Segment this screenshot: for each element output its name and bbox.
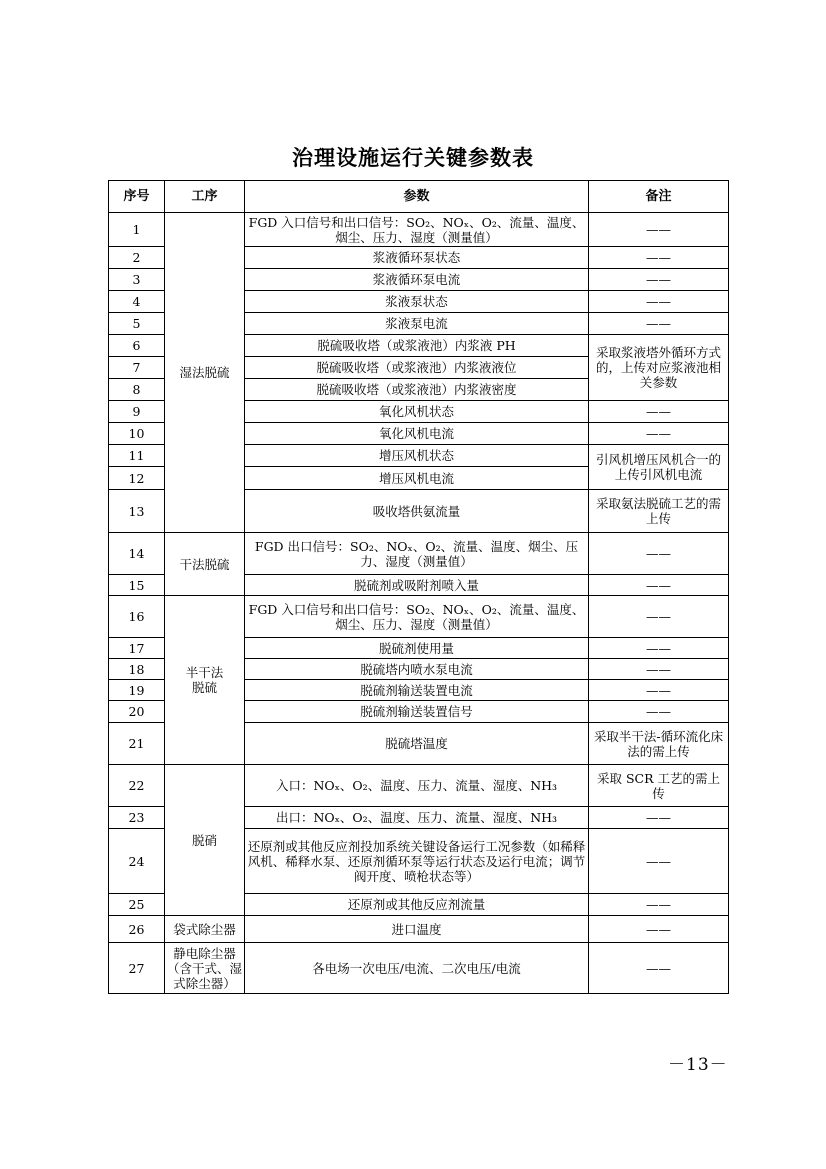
process-cell: 脱硝 <box>165 765 245 916</box>
parameter-cell: 氧化风机状态 <box>245 401 589 423</box>
row-index: 3 <box>109 269 165 291</box>
table-row <box>109 596 729 638</box>
row-index: 25 <box>109 894 165 916</box>
remark-cell: —— <box>589 659 729 680</box>
process-cell: 湿法脱硫 <box>165 213 245 533</box>
remark-cell: —— <box>589 213 729 247</box>
process-cell: 静电除尘器（含干式、湿式除尘器） <box>165 943 245 994</box>
header-parameter: 参数 <box>245 181 589 213</box>
header-index: 序号 <box>109 181 165 213</box>
parameters-table <box>108 180 729 994</box>
remark-cell: —— <box>589 533 729 575</box>
parameter-cell: FGD 入口信号和出口信号：SO₂、NOₓ、O₂、流量、温度、烟尘、压力、湿度（测量值） <box>245 596 589 638</box>
row-index: 16 <box>109 596 165 638</box>
remark-cell: 引风机增压风机合一的上传引风机电流 <box>589 445 729 490</box>
parameter-cell: 脱硫吸收塔（或浆液池）内浆液液位 <box>245 357 589 379</box>
row-index: 8 <box>109 379 165 401</box>
remark-cell: 采取浆液塔外循环方式的，上传对应浆液池相关参数 <box>589 335 729 401</box>
row-index: 21 <box>109 723 165 765</box>
remark-cell: —— <box>589 916 729 943</box>
remark-cell: —— <box>589 313 729 335</box>
row-index: 24 <box>109 829 165 894</box>
parameter-cell: 脱硫剂使用量 <box>245 638 589 659</box>
page-title: 治理设施运行关键参数表 <box>292 146 534 170</box>
row-index: 14 <box>109 533 165 575</box>
table-row <box>109 943 729 994</box>
table-row <box>109 533 729 575</box>
table-row <box>109 213 729 247</box>
page-number: －13－ <box>668 1055 728 1075</box>
remark-cell: 采取氨法脱硫工艺的需上传 <box>589 490 729 533</box>
parameter-cell: 脱硫剂输送装置电流 <box>245 680 589 701</box>
table-header-row <box>109 181 729 213</box>
table-row <box>109 916 729 943</box>
row-index: 1 <box>109 213 165 247</box>
row-index: 5 <box>109 313 165 335</box>
remark-cell: —— <box>589 291 729 313</box>
table-row <box>109 765 729 807</box>
row-index: 12 <box>109 467 165 490</box>
remark-cell: —— <box>589 680 729 701</box>
parameter-cell: 增压风机状态 <box>245 445 589 467</box>
remark-cell: —— <box>589 423 729 445</box>
row-index: 9 <box>109 401 165 423</box>
process-cell: 干法脱硫 <box>165 533 245 596</box>
row-index: 10 <box>109 423 165 445</box>
remark-cell: 采取 SCR 工艺的需上传 <box>589 765 729 807</box>
parameter-cell: 进口温度 <box>245 916 589 943</box>
parameter-cell: 出口：NOₓ、O₂、温度、压力、流量、湿度、NH₃ <box>245 807 589 829</box>
row-index: 2 <box>109 247 165 269</box>
row-index: 6 <box>109 335 165 357</box>
header-process: 工序 <box>165 181 245 213</box>
remark-cell: —— <box>589 894 729 916</box>
remark-cell: —— <box>589 638 729 659</box>
row-index: 22 <box>109 765 165 807</box>
remark-cell: —— <box>589 596 729 638</box>
parameter-cell: 脱硫吸收塔（或浆液池）内浆液 PH <box>245 335 589 357</box>
parameter-cell: 增压风机电流 <box>245 467 589 490</box>
parameter-cell: 浆液循环泵状态 <box>245 247 589 269</box>
header-remark: 备注 <box>589 181 729 213</box>
remark-cell: —— <box>589 701 729 723</box>
parameter-cell: FGD 入口信号和出口信号：SO₂、NOₓ、O₂、流量、温度、烟尘、压力、湿度（测量值） <box>245 213 589 247</box>
process-cell: 半干法 脱硫 <box>165 596 245 765</box>
remark-cell: —— <box>589 575 729 596</box>
parameter-cell: 脱硫剂或吸附剂喷入量 <box>245 575 589 596</box>
parameter-cell: FGD 出口信号：SO₂、NOₓ、O₂、流量、温度、烟尘、压力、湿度（测量值） <box>245 533 589 575</box>
parameter-cell: 浆液循环泵电流 <box>245 269 589 291</box>
row-index: 20 <box>109 701 165 723</box>
row-index: 18 <box>109 659 165 680</box>
remark-cell: —— <box>589 401 729 423</box>
parameter-cell: 氧化风机电流 <box>245 423 589 445</box>
row-index: 19 <box>109 680 165 701</box>
parameter-cell: 入口：NOₓ、O₂、温度、压力、流量、湿度、NH₃ <box>245 765 589 807</box>
process-cell: 袋式除尘器 <box>165 916 245 943</box>
row-index: 11 <box>109 445 165 467</box>
row-index: 23 <box>109 807 165 829</box>
parameter-cell: 还原剂或其他反应剂流量 <box>245 894 589 916</box>
remark-cell: —— <box>589 269 729 291</box>
row-index: 4 <box>109 291 165 313</box>
parameter-cell: 浆液泵状态 <box>245 291 589 313</box>
row-index: 7 <box>109 357 165 379</box>
parameter-cell: 浆液泵电流 <box>245 313 589 335</box>
row-index: 17 <box>109 638 165 659</box>
parameter-cell: 脱硫塔内喷水泵电流 <box>245 659 589 680</box>
remark-cell: —— <box>589 829 729 894</box>
remark-cell: —— <box>589 807 729 829</box>
parameter-cell: 各电场一次电压/电流、二次电压/电流 <box>245 943 589 994</box>
parameter-cell: 脱硫吸收塔（或浆液池）内浆液密度 <box>245 379 589 401</box>
row-index: 27 <box>109 943 165 994</box>
parameter-cell: 吸收塔供氨流量 <box>245 490 589 533</box>
parameter-cell: 脱硫塔温度 <box>245 723 589 765</box>
row-index: 13 <box>109 490 165 533</box>
remark-cell: 采取半干法-循环流化床法的需上传 <box>589 723 729 765</box>
row-index: 26 <box>109 916 165 943</box>
parameter-cell: 脱硫剂输送装置信号 <box>245 701 589 723</box>
remark-cell: —— <box>589 247 729 269</box>
row-index: 15 <box>109 575 165 596</box>
parameter-cell: 还原剂或其他反应剂投加系统关键设备运行工况参数（如稀释风机、稀释水泵、还原剂循环泵等运行状态及运行电流；调节阀开度、喷枪状态等） <box>245 829 589 894</box>
remark-cell: —— <box>589 943 729 994</box>
